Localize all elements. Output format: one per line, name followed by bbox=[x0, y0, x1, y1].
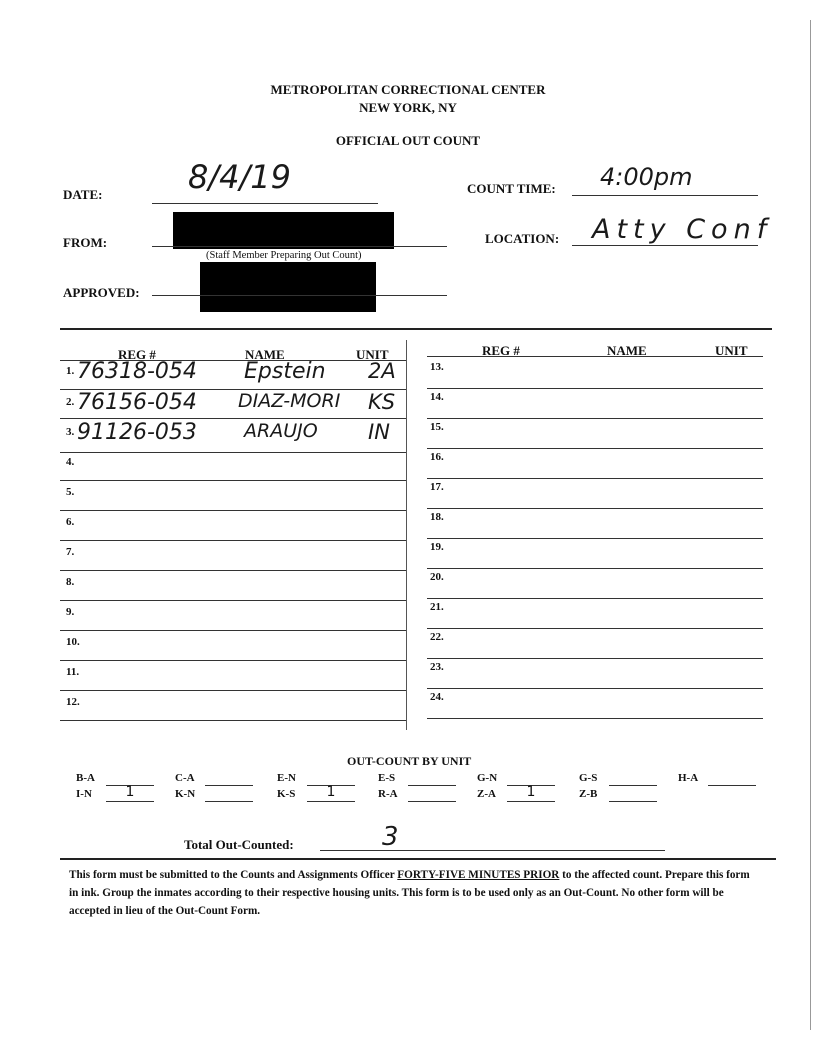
unit-value: 1 bbox=[526, 784, 536, 800]
from-label: FROM: bbox=[63, 235, 108, 250]
unit-label: R-A bbox=[378, 788, 398, 800]
right-row-line bbox=[427, 478, 763, 479]
right-row-line bbox=[427, 388, 763, 389]
right-row-line bbox=[427, 418, 763, 419]
left-row-number: 4. bbox=[66, 456, 75, 468]
left-row-line bbox=[60, 720, 406, 721]
unit-label: I-N bbox=[76, 788, 92, 800]
unit-label: G-N bbox=[477, 772, 498, 784]
left-row-number: 2. bbox=[66, 396, 75, 408]
unit-label: Z-A bbox=[477, 788, 496, 800]
left-header-reg: REG # bbox=[118, 347, 156, 362]
institution-city: NEW YORK, NY bbox=[359, 100, 457, 115]
unit-count-title: OUT-COUNT BY UNIT bbox=[347, 754, 472, 768]
unit-blank-line bbox=[609, 785, 657, 786]
date-line bbox=[152, 203, 378, 204]
count-time-line bbox=[572, 195, 758, 196]
unit-blank-line bbox=[205, 785, 253, 786]
unit-blank-line bbox=[205, 801, 253, 802]
form-title: OFFICIAL OUT COUNT bbox=[335, 133, 481, 148]
left-row-number: 8. bbox=[66, 576, 75, 588]
left-row-unit: IN bbox=[368, 420, 390, 444]
right-row-line bbox=[427, 508, 763, 509]
left-row-number: 1. bbox=[66, 365, 75, 377]
left-row-unit: 2A bbox=[368, 359, 396, 383]
footer-text-2: to the affected count. Prepare this form in ink. Group the inmates according to their respective housing units. This form is to be used only as an Out-Count. No other form will be accepted in lieu of the Out-Count Form. bbox=[69, 869, 750, 917]
column-separator bbox=[406, 340, 407, 730]
left-row-number: 5. bbox=[66, 486, 75, 498]
right-row-number: 15. bbox=[430, 421, 444, 433]
unit-label: H-A bbox=[678, 772, 699, 784]
section-divider bbox=[60, 328, 772, 330]
left-row-name: ARAUJO bbox=[244, 420, 318, 442]
unit-label: C-A bbox=[175, 772, 195, 784]
footer-instructions bbox=[69, 866, 759, 920]
unit-label: Z-B bbox=[579, 788, 598, 800]
right-row-number: 23. bbox=[430, 661, 444, 673]
left-header-line bbox=[60, 360, 406, 361]
approved-label: APPROVED: bbox=[63, 285, 140, 300]
unit-blank-line bbox=[408, 785, 456, 786]
unit-value: 1 bbox=[326, 784, 336, 800]
from-line bbox=[152, 246, 447, 247]
left-header-name: NAME bbox=[245, 347, 285, 362]
right-row-line bbox=[427, 628, 763, 629]
total-value: 3 bbox=[382, 822, 399, 852]
right-row-number: 17. bbox=[430, 481, 444, 493]
right-row-line bbox=[427, 598, 763, 599]
page-edge bbox=[810, 20, 811, 1030]
left-row-line bbox=[60, 418, 406, 419]
left-row-unit: KS bbox=[368, 390, 396, 414]
right-row-number: 18. bbox=[430, 511, 444, 523]
approved-line bbox=[152, 295, 447, 296]
left-row-number: 12. bbox=[66, 696, 80, 708]
left-row-number: 7. bbox=[66, 546, 75, 558]
location-value: Atty Conf bbox=[592, 214, 773, 245]
left-row-name: DIAZ-MORI bbox=[238, 390, 341, 412]
right-row-number: 20. bbox=[430, 571, 444, 583]
staff-note: (Staff Member Preparing Out Count) bbox=[206, 250, 362, 261]
unit-blank-line bbox=[609, 801, 657, 802]
right-row-line bbox=[427, 538, 763, 539]
right-row-number: 22. bbox=[430, 631, 444, 643]
unit-label: K-S bbox=[277, 788, 296, 800]
left-row-line bbox=[60, 660, 406, 661]
left-row-line bbox=[60, 630, 406, 631]
location-label: LOCATION: bbox=[485, 231, 560, 246]
total-line bbox=[320, 850, 665, 851]
left-row-reg: 76318-054 bbox=[77, 359, 197, 384]
unit-value: 1 bbox=[125, 784, 135, 800]
left-row-line bbox=[60, 540, 406, 541]
right-header-reg: REG # bbox=[482, 343, 520, 358]
right-row-number: 19. bbox=[430, 541, 444, 553]
unit-blank-line bbox=[708, 785, 756, 786]
left-row-line bbox=[60, 480, 406, 481]
left-row-name: Epstein bbox=[244, 359, 326, 384]
institution-name: METROPOLITAN CORRECTIONAL CENTER bbox=[270, 82, 546, 97]
right-row-line bbox=[427, 448, 763, 449]
unit-label: E-N bbox=[277, 772, 296, 784]
left-header-unit: UNIT bbox=[356, 347, 389, 362]
redaction-from bbox=[173, 212, 394, 249]
unit-label: G-S bbox=[579, 772, 598, 784]
right-row-line bbox=[427, 658, 763, 659]
date-label: DATE: bbox=[63, 187, 103, 202]
right-header-unit: UNIT bbox=[715, 343, 748, 358]
left-row-reg: 91126-053 bbox=[77, 420, 197, 445]
redaction-approved bbox=[200, 262, 376, 312]
location-line bbox=[572, 245, 758, 246]
count-time-value: 4:00pm bbox=[600, 163, 693, 191]
right-row-line bbox=[427, 688, 763, 689]
total-label: Total Out-Counted: bbox=[184, 837, 294, 852]
left-row-number: 11. bbox=[66, 666, 80, 678]
unit-label: B-A bbox=[76, 772, 95, 784]
unit-blank-line bbox=[307, 801, 355, 802]
left-row-number: 9. bbox=[66, 606, 75, 618]
count-time-label: COUNT TIME: bbox=[467, 181, 556, 196]
left-row-number: 3. bbox=[66, 426, 75, 438]
right-header-line bbox=[427, 356, 763, 357]
unit-label: E-S bbox=[378, 772, 396, 784]
footer-text-1: This form must be submitted to the Counts and Assignments Officer bbox=[69, 869, 398, 881]
footer-emphasis: FORTY-FIVE MINUTES PRIOR bbox=[397, 869, 560, 881]
right-row-number: 13. bbox=[430, 361, 444, 373]
right-row-number: 21. bbox=[430, 601, 444, 613]
right-row-number: 24. bbox=[430, 691, 444, 703]
unit-blank-line bbox=[408, 801, 456, 802]
left-row-line bbox=[60, 452, 406, 453]
left-row-number: 10. bbox=[66, 636, 80, 648]
left-row-line bbox=[60, 600, 406, 601]
right-row-number: 16. bbox=[430, 451, 444, 463]
date-value: 8/4/19 bbox=[188, 158, 291, 196]
left-row-reg: 76156-054 bbox=[77, 390, 197, 415]
unit-blank-line bbox=[507, 801, 555, 802]
right-row-line bbox=[427, 718, 763, 719]
left-row-line bbox=[60, 510, 406, 511]
unit-blank-line bbox=[106, 801, 154, 802]
left-row-line bbox=[60, 690, 406, 691]
footer-divider bbox=[60, 858, 776, 860]
left-row-line bbox=[60, 570, 406, 571]
left-row-number: 6. bbox=[66, 516, 75, 528]
right-row-line bbox=[427, 568, 763, 569]
right-row-number: 14. bbox=[430, 391, 444, 403]
unit-label: K-N bbox=[175, 788, 196, 800]
right-header-name: NAME bbox=[607, 343, 647, 358]
